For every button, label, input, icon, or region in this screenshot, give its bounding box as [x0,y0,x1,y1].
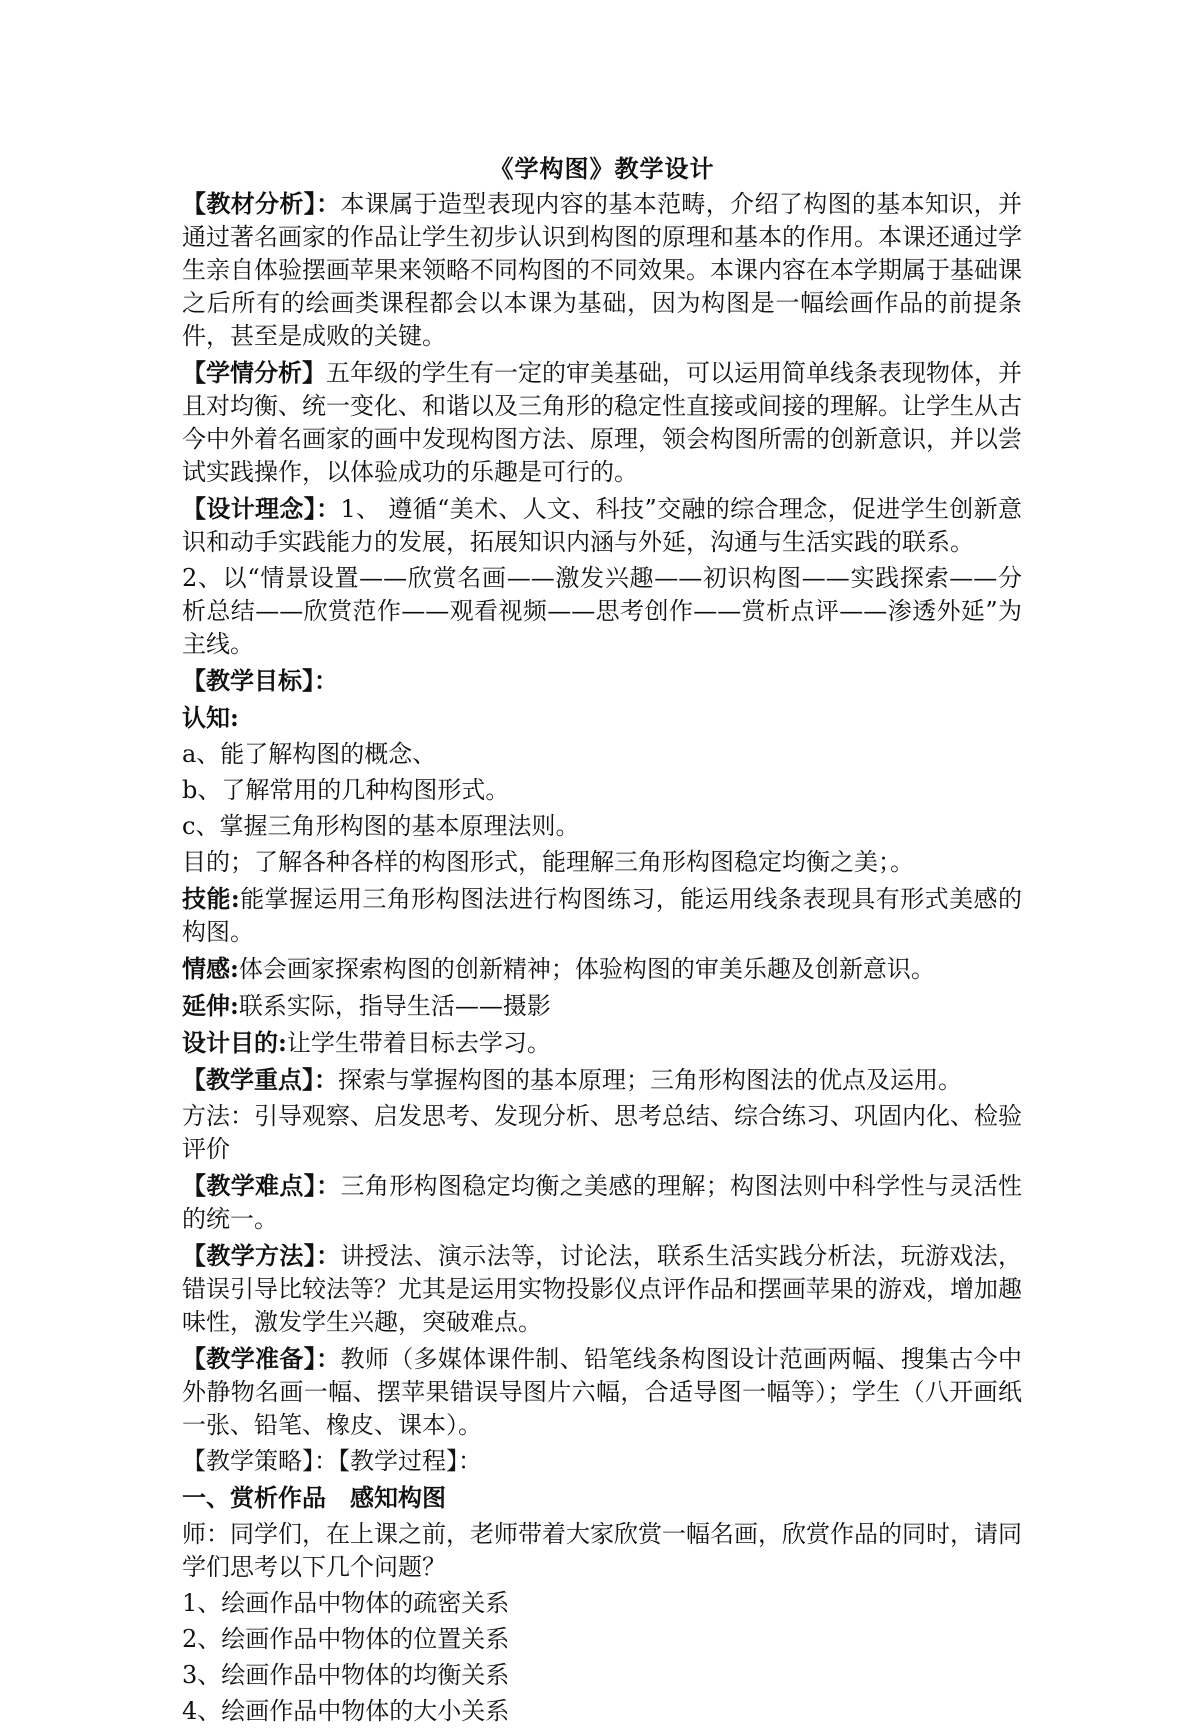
section-label: 【教学重点】： [182,1065,338,1094]
section-label: 一、赏析作品 感知构图 [182,1483,446,1512]
paragraph-teacher-intro [182,1518,1022,1584]
section-label: 【设计理念】： [182,494,341,523]
paragraph-text: 教师（多媒体课件制、铅笔线条构图设计范画两幅、搜集古今中外静物名画一幅、摆苹果错误导图片六幅，合适导图一幅等）；学生（八开画纸一张、铅笔、橡皮、课本）。 [182,1345,1023,1439]
paragraph-text: 目的；了解各种各样的构图形式，能理解三角形构图稳定均衡之美；。 [182,848,914,876]
section-label: 【学情分析】 [182,358,326,387]
paragraph-text: 讲授法、演示法等，讨论法，联系生活实践分析法，玩游戏法，错误引导比较法等？尤其是运用实物投影仪点评作品和摆画苹果的游戏，增加趣味性，激发学生兴趣，突破难点。 [182,1242,1023,1336]
paragraph-difficulties [182,1169,1022,1236]
paragraph-emotion [182,952,1022,986]
paragraph-text: 3、绘画作品中物体的均衡关系 [182,1661,510,1689]
section-label: 情感: [182,954,239,983]
paragraph-text: 方法：引导观察、启发思考、发现分析、思考总结、综合练习、巩固内化、检验评价 [182,1102,1022,1163]
list-item [182,774,1022,807]
document-title: 《学构图》教学设计 [489,154,715,183]
paragraph-teaching-goals-heading [182,664,1022,698]
paragraph-design-concept [182,492,1022,559]
paragraph-design-purpose [182,1026,1022,1060]
paragraph-preparation [182,1342,1022,1442]
paragraph-cognition-heading [182,701,1022,735]
section-label: 认知: [182,703,239,732]
paragraph-text: 联系实际，指导生活——摄影 [238,992,551,1020]
paragraph-text: 体会画家探索构图的创新精神；体验构图的审美乐趣及创新意识。 [238,955,935,983]
paragraph-text: 2、以“情景设置——欣赏名画——激发兴趣——初识构图——实践探索——分析总结——欣赏范作——观看视频——思考创作——赏析点评——渗透外延”为主线。 [182,564,1022,658]
section-label: 【教学目标】： [182,666,338,695]
section-label: 延伸: [182,991,239,1020]
paragraph-text: 1、 遵循“美术、人文、科技”交融的综合理念，促进学生创新意识和动手实践能力的发展，拓展知识内涵与外延，沟通与生活实践的联系。 [182,495,1023,556]
paragraph-teaching-methods [182,1239,1022,1339]
paragraph-text: c、掌握三角形构图的基本原理法则。 [182,812,580,840]
paragraph-text: 三角形构图稳定均衡之美感的理解；构图法则中科学性与灵活性的统一。 [182,1172,1023,1233]
section-label: 【教学方法】： [182,1241,341,1270]
section-label: 技能: [182,884,240,913]
paragraph-text: 让学生带着目标去学习。 [286,1029,551,1057]
paragraph-text: 五年级的学生有一定的审美基础，可以运用简单线条表现物体，并且对均衡、统一变化、和谐以及三角形的稳定性直接或间接的理解。让学生从古今中外着名画家的画中发现构图方法、原理，领会构图所需的创新意识，并以尝试实践操作，以体验成功的乐趣是可行的。 [182,359,1022,486]
paragraph-text: 本课属于造型表现内容的基本范畴，介绍了构图的基本知识，并通过著名画家的作品让学生初步认识到构图的原理和基本的作用。本课还通过学生亲自体验摆画苹果来领略不同构图的不同效果。本课内容在本学期属于基础课之后所有的绘画类课程都会以本课为基础，因为构图是一幅绘画作品的前提条件，甚至是成败的关键。 [182,190,1023,350]
paragraph-text: a、能了解构图的概念、 [182,740,437,768]
paragraph-text: 1、绘画作品中物体的疏密关系 [182,1589,510,1617]
paragraph-text: 2、绘画作品中物体的位置关系 [182,1625,510,1653]
paragraph-skills [182,882,1022,949]
document-page [182,152,1022,1728]
paragraph-textbook-analysis [182,187,1022,353]
section-label: 【教材分析】： [182,189,341,218]
paragraph-text: b、了解常用的几种构图形式。 [182,776,510,804]
section-label: 【教学难点】： [182,1171,341,1200]
list-item [182,1587,1022,1620]
list-item [182,846,1022,879]
paragraph-text: 【教学策略】：【教学过程】： [182,1447,482,1475]
paragraph-text: 能掌握运用三角形构图法进行构图练习，能运用线条表现具有形式美感的构图。 [182,885,1022,946]
paragraph-text: 师：同学们，在上课之前，老师带着大家欣赏一幅名画，欣赏作品的同时，请同学们思考以下几个问题？ [182,1520,1022,1581]
paragraph-design-concept-2 [182,562,1022,661]
section-heading-one [182,1481,1022,1515]
list-item [182,1659,1022,1692]
paragraph-extension [182,989,1022,1023]
paragraph-key-points [182,1063,1022,1097]
paragraph-text: 4、绘画作品中物体的大小关系 [182,1697,510,1725]
list-item [182,810,1022,843]
paragraph-student-analysis [182,356,1022,489]
list-item [182,1695,1022,1728]
paragraph-strategy-process [182,1445,1022,1478]
list-item [182,1623,1022,1656]
section-label: 设计目的: [182,1028,287,1057]
paragraph-methods-line [182,1100,1022,1166]
section-label: 【教学准备】： [182,1344,341,1373]
list-item [182,738,1022,771]
paragraph-text: 探索与掌握构图的基本原理；三角形构图法的优点及运用。 [338,1066,962,1094]
